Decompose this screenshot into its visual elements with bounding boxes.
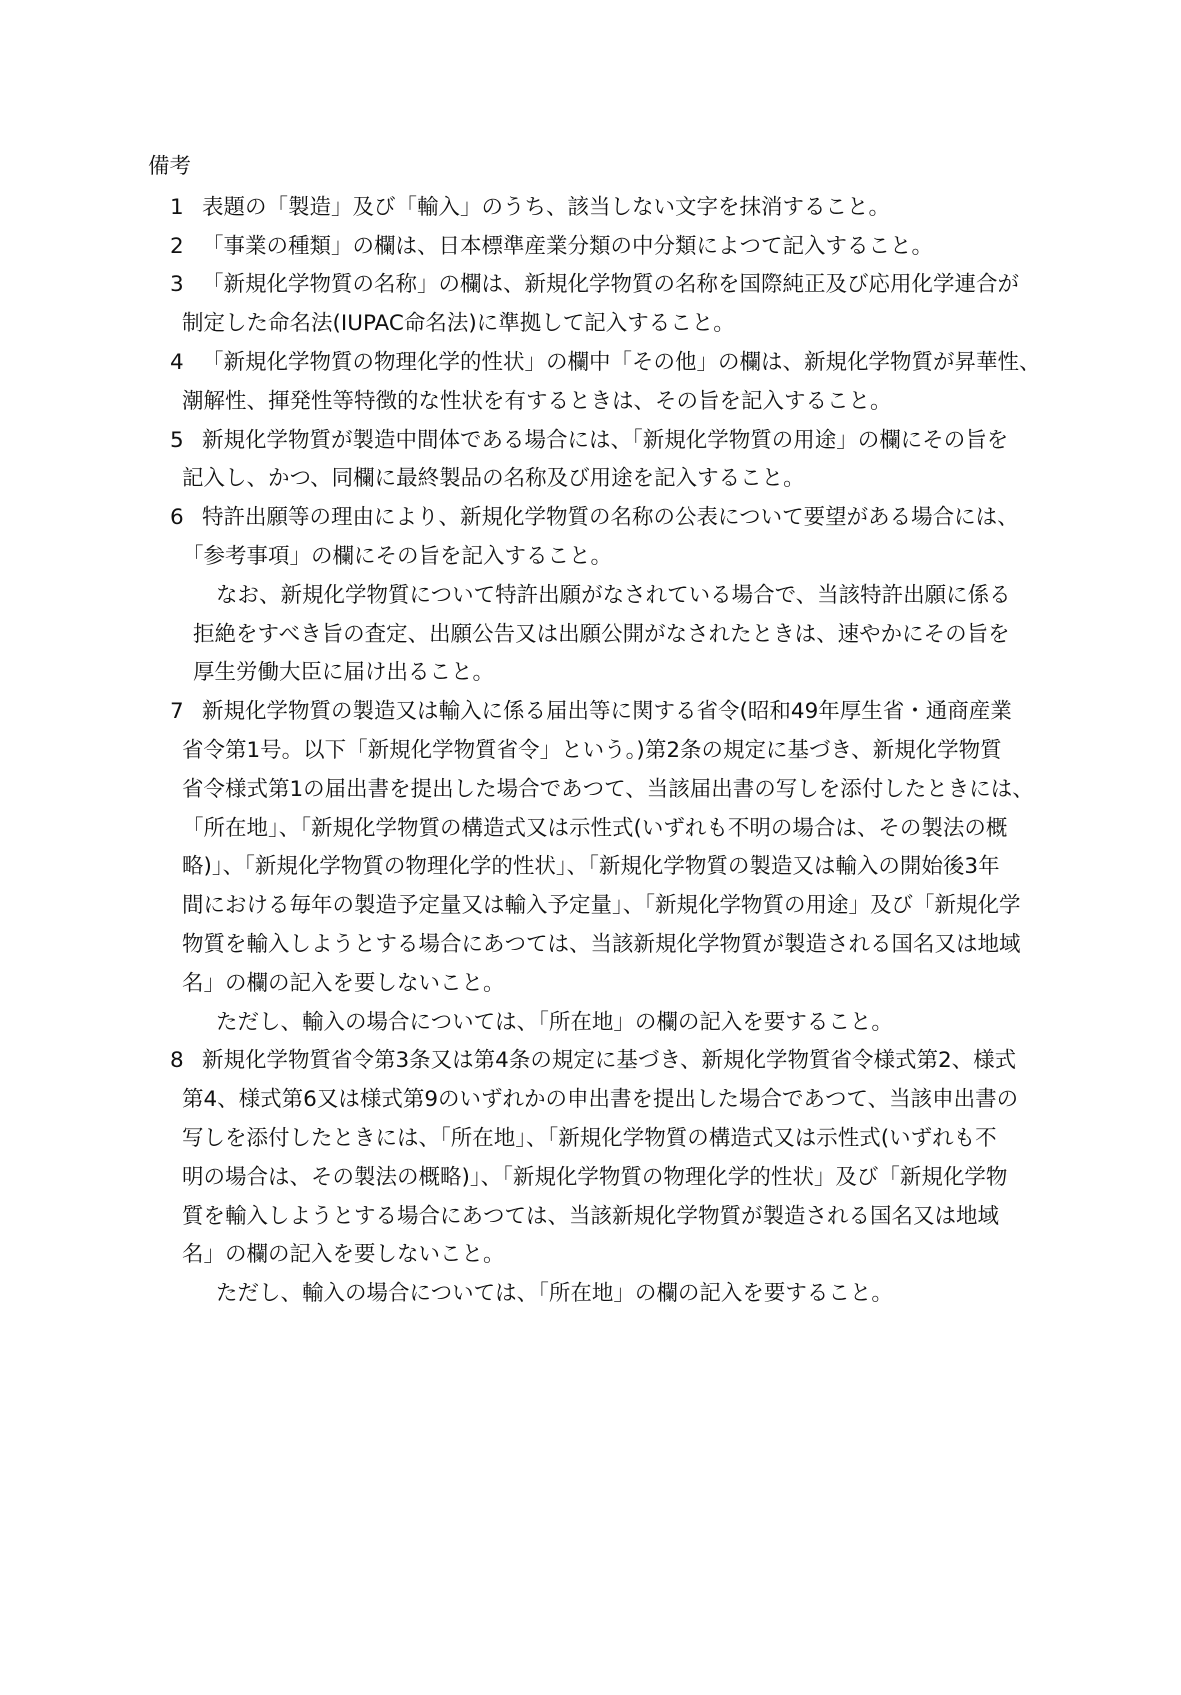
item-7-line: 「所在地」、「新規化学物質の構造式又は示性式(いずれも不明の場合は、その製法の概	[182, 816, 1008, 841]
item-7-line: 省令様式第1の届出書を提出した場合であつて、当該届出書の写しを添付したときには、	[182, 777, 1034, 802]
item-6-note-line: 拒絶をすべき旨の査定、出願公告又は出願公開がなされたときは、速やかにその旨を	[193, 622, 1010, 647]
item-7-line: 略)」、「新規化学物質の物理化学的性状」、「新規化学物質の製造又は輸入の開始後3年	[182, 854, 1000, 879]
item-number: 2	[170, 234, 184, 259]
item-6-note-line: なお、新規化学物質について特許出願がなされている場合で、当該特許出願に係る	[216, 583, 1011, 608]
item-number: 1	[170, 195, 184, 220]
item-8-line: 名」の欄の記入を要しないこと。	[182, 1242, 505, 1267]
item-7-line: 省令第1号。以下「新規化学物質省令」という。)第2条の規定に基づき、新規化学物質	[182, 738, 1002, 763]
item-5-line: 新規化学物質が製造中間体である場合には、「新規化学物質の用途」の欄にその旨を	[202, 428, 1009, 453]
item-6-line: 「参考事項」の欄にその旨を記入すること。	[182, 544, 613, 569]
item-number: 4	[170, 350, 184, 375]
item-7-note-line: ただし、輸入の場合については、「所在地」の欄の記入を要すること。	[216, 1010, 893, 1035]
item-4-line: 潮解性、揮発性等特徴的な性状を有するときは、その旨を記入すること。	[182, 389, 892, 414]
item-7-line: 間における毎年の製造予定量又は輸入予定量」、「新規化学物質の用途」及び「新規化学	[182, 893, 1021, 918]
item-7-line: 名」の欄の記入を要しないこと。	[182, 971, 505, 996]
item-7-line: 物質を輸入しようとする場合にあつては、当該新規化学物質が製造される国名又は地域	[182, 932, 1021, 957]
item-8-line: 写しを添付したときには、「所在地」、「新規化学物質の構造式又は示性式(いずれも不	[182, 1126, 997, 1151]
item-3-line: 制定した命名法(IUPAC命名法)に準拠して記入すること。	[182, 311, 735, 336]
item-7-line: 新規化学物質の製造又は輸入に係る届出等に関する省令(昭和49年厚生省・通商産業	[202, 699, 1012, 724]
item-8-note-line: ただし、輸入の場合については、「所在地」の欄の記入を要すること。	[216, 1281, 893, 1306]
item-6-line: 特許出願等の理由により、新規化学物質の名称の公表について要望がある場合には、	[202, 505, 1019, 530]
item-number: 6	[170, 505, 184, 530]
item-3-line: 「新規化学物質の名称」の欄は、新規化学物質の名称を国際純正及び応用化学連合が	[202, 272, 1020, 297]
item-4-line: 「新規化学物質の物理化学的性状」の欄中「その他」の欄は、新規化学物質が昇華性、	[202, 350, 1041, 375]
item-number: 3	[170, 272, 184, 297]
item-number: 7	[170, 699, 184, 724]
item-8-line: 明の場合は、その製法の概略)」、「新規化学物質の物理化学的性状」及び「新規化学物	[182, 1165, 1008, 1190]
item-number: 8	[170, 1048, 184, 1073]
item-6-note-line: 厚生労働大臣に届け出ること。	[193, 660, 495, 685]
item-1-line: 表題の「製造」及び「輸入」のうち、該当しない文字を抹消すること。	[202, 195, 891, 220]
item-2-line: 「事業の種類」の欄は、日本標準産業分類の中分類によつて記入すること。	[202, 234, 934, 259]
item-number: 5	[170, 428, 184, 453]
item-8-line: 第4、様式第6又は様式第9のいずれかの申出書を提出した場合であつて、当該申出書の	[182, 1087, 1019, 1112]
remarks-heading: 備考	[148, 154, 192, 179]
item-8-line: 新規化学物質省令第3条又は第4条の規定に基づき、新規化学物質省令様式第2、様式	[202, 1048, 1017, 1073]
item-8-line: 質を輸入しようとする場合にあつては、当該新規化学物質が製造される国名又は地域	[182, 1204, 1000, 1229]
item-5-line: 記入し、かつ、同欄に最終製品の名称及び用途を記入すること。	[182, 466, 805, 491]
